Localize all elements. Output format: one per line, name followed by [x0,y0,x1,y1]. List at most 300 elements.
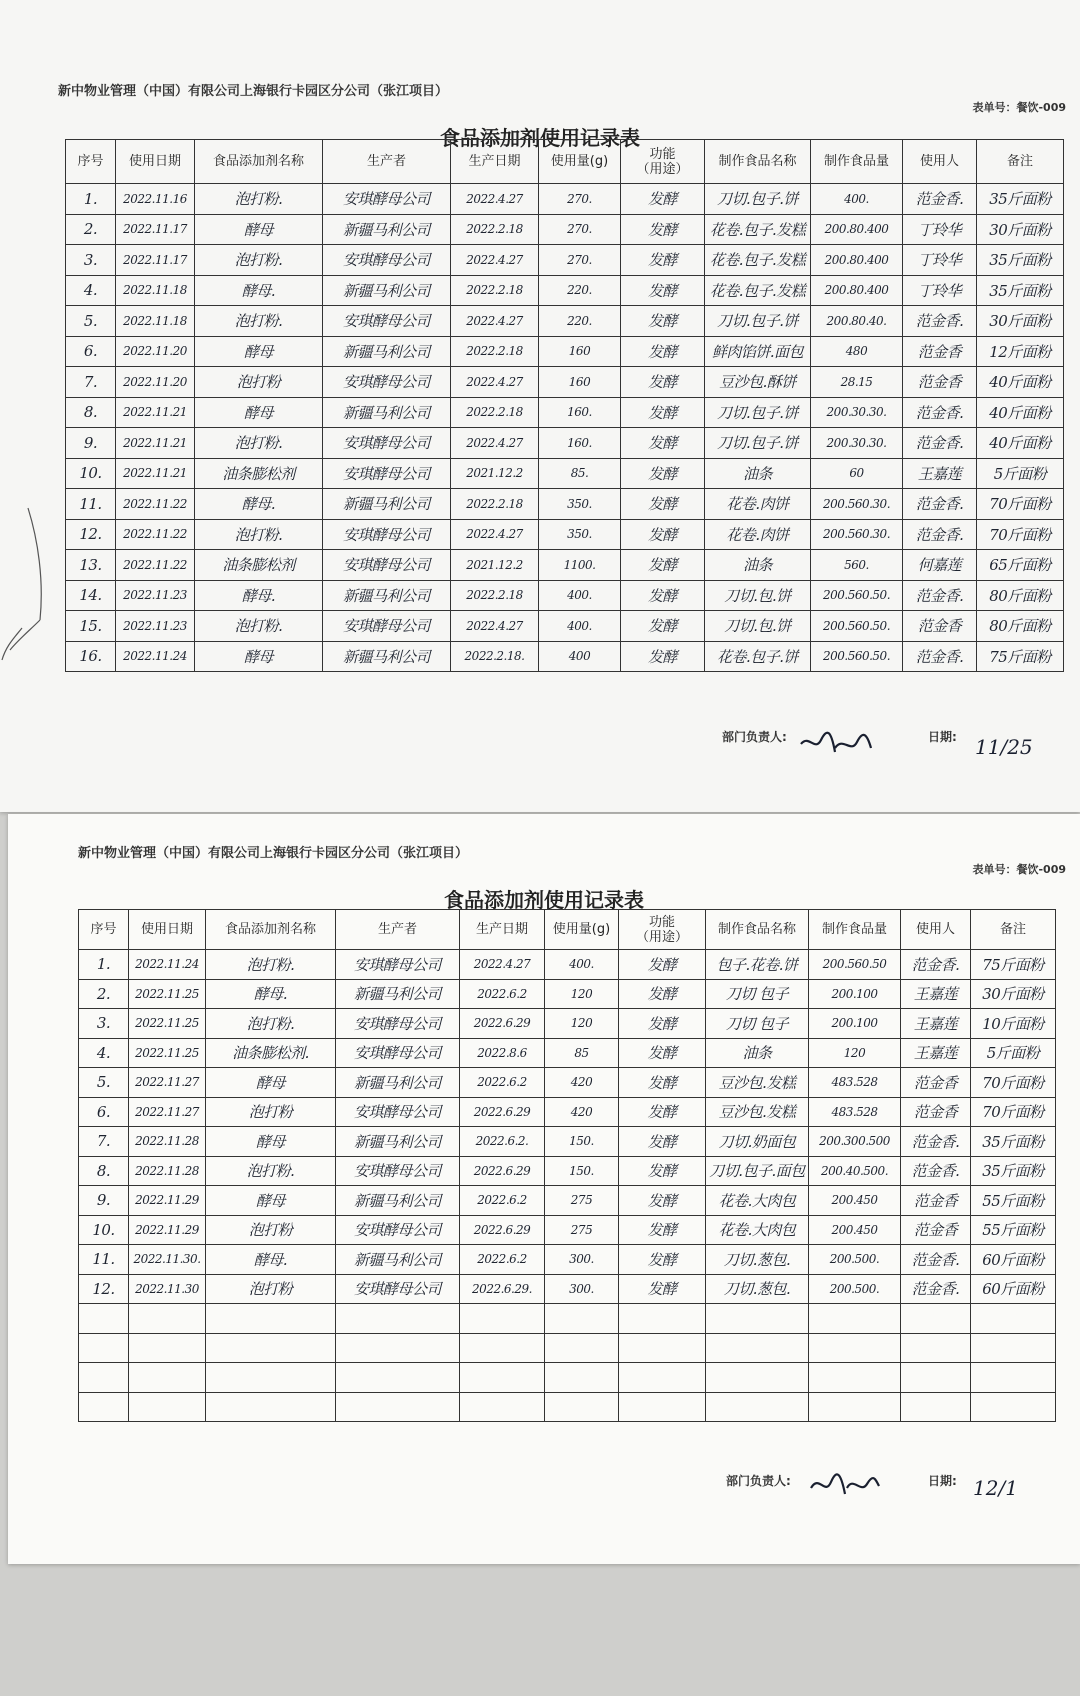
food-amount-cell: 200.30.30. [811,397,903,428]
usage-amount-cell: 300. [545,1274,619,1304]
food-amount-cell: 200.80.400 [811,245,903,276]
function-cell: 发酵 [621,458,705,489]
row-number-cell: 3. [66,245,116,276]
production-date-cell: 2022.4.27 [460,950,545,980]
food-name-cell: 花卷.包子.饼 [705,641,811,672]
food-amount-cell: 483.528 [809,1068,901,1098]
producer-cell [336,1392,460,1422]
function-cell: 发酵 [619,1156,706,1186]
usage-amount-cell: 150. [545,1127,619,1157]
table-row [66,184,1064,215]
producer-cell: 安琪酵母公司 [323,519,451,550]
food-name-cell: 刀切.包子.饼 [705,428,811,459]
usage-amount-cell: 1100. [539,550,621,581]
production-date-cell: 2022.4.27 [451,306,539,337]
producer-cell: 安琪酵母公司 [336,1009,460,1039]
user-cell: 范金香. [903,489,977,520]
usage-date-cell: 2022.11.22 [116,519,195,550]
row-number-cell: 6. [66,336,116,367]
remark-cell [971,1333,1056,1363]
record-table [65,139,1064,672]
function-cell: 发酵 [619,1186,706,1216]
producer-cell: 新疆马利公司 [323,336,451,367]
row-number-cell: 6. [79,1097,129,1127]
production-date-cell: 2022.2.18 [451,489,539,520]
food-name-cell [706,1363,809,1393]
remark-cell: 60斤面粉 [971,1245,1056,1275]
column-header: 食品添加剂名称 [195,140,323,184]
remark-cell: 75斤面粉 [977,641,1064,672]
usage-date-cell: 2022.11.29 [129,1215,206,1245]
food-name-cell: 花卷.包子.发糕 [705,214,811,245]
remark-cell [971,1304,1056,1334]
table-row [79,979,1056,1009]
producer-cell: 安琪酵母公司 [336,1156,460,1186]
row-number-cell: 3. [79,1009,129,1039]
production-date-cell: 2022.6.29. [460,1274,545,1304]
function-cell: 发酵 [621,611,705,642]
row-number-cell: 15. [66,611,116,642]
usage-amount-cell: 275 [545,1186,619,1216]
user-cell [901,1392,971,1422]
usage-date-cell: 2022.11.18 [116,275,195,306]
usage-date-cell: 2022.11.27 [129,1068,206,1098]
user-cell: 范金香. [903,519,977,550]
date-label: 日期: [928,730,957,744]
production-date-cell: 2022.6.2 [460,1068,545,1098]
manager-label: 部门负责人: [726,1474,791,1488]
food-name-cell: 花卷.肉饼 [705,519,811,550]
usage-amount-cell: 160 [539,367,621,398]
form-title: 食品添加剂使用记录表 [440,126,640,150]
function-cell: 发酵 [621,336,705,367]
producer-cell: 新疆马利公司 [336,1068,460,1098]
function-cell: 发酵 [619,950,706,980]
usage-amount-cell [545,1333,619,1363]
remark-cell: 35斤面粉 [971,1127,1056,1157]
function-cell [619,1363,706,1393]
user-cell: 范金香. [901,1156,971,1186]
column-header: 备注 [977,140,1064,184]
food-amount-cell: 200.560.50. [811,641,903,672]
row-number-cell: 9. [66,428,116,459]
function-cell: 发酵 [621,428,705,459]
additive-name-cell: 泡打粉 [206,1274,336,1304]
production-date-cell: 2022.6.2 [460,1186,545,1216]
additive-name-cell: 酵母 [206,1186,336,1216]
remark-cell: 30斤面粉 [977,214,1064,245]
usage-date-cell [129,1392,206,1422]
usage-amount-cell: 160 [539,336,621,367]
user-cell: 王嘉莲 [901,979,971,1009]
production-date-cell: 2022.6.29 [460,1215,545,1245]
table-row [66,367,1064,398]
production-date-cell: 2022.4.27 [451,428,539,459]
table-row [66,214,1064,245]
remark-cell: 70斤面粉 [971,1097,1056,1127]
additive-name-cell: 泡打粉. [195,519,323,550]
user-cell: 范金香 [903,367,977,398]
table-row [66,336,1064,367]
producer-cell: 新疆马利公司 [336,979,460,1009]
function-cell: 发酵 [619,1215,706,1245]
usage-amount-cell: 350. [539,519,621,550]
usage-amount-cell: 85 [545,1038,619,1068]
production-date-cell: 2022.4.27 [451,184,539,215]
production-date-cell: 2022.6.2. [460,1127,545,1157]
remark-cell: 40斤面粉 [977,428,1064,459]
column-header: 使用量(g) [539,140,621,184]
function-cell: 发酵 [619,1009,706,1039]
food-name-cell: 花卷.包子.发糕 [705,245,811,276]
food-name-cell: 刀切.奶面包 [706,1127,809,1157]
manager-signature [795,722,875,764]
additive-name-cell: 酵母. [195,489,323,520]
food-name-cell: 包子.花卷.饼 [706,950,809,980]
additive-name-cell: 泡打粉. [195,184,323,215]
remark-cell: 40斤面粉 [977,367,1064,398]
function-cell: 发酵 [621,275,705,306]
food-name-cell: 刀切.葱包. [706,1245,809,1275]
food-amount-cell: 200.500. [809,1245,901,1275]
remark-cell [971,1392,1056,1422]
food-amount-cell: 200.300.500 [809,1127,901,1157]
food-name-cell [706,1304,809,1334]
usage-date-cell [129,1363,206,1393]
usage-amount-cell: 270. [539,245,621,276]
row-number-cell: 11. [66,489,116,520]
producer-cell: 安琪酵母公司 [323,428,451,459]
usage-date-cell: 2022.11.20 [116,336,195,367]
column-header: 使用日期 [116,140,195,184]
row-number-cell [79,1392,129,1422]
record-table [78,909,1056,1422]
food-amount-cell: 200.560.50. [811,580,903,611]
producer-cell: 新疆马利公司 [336,1245,460,1275]
usage-amount-cell: 400. [545,950,619,980]
row-number-cell: 16. [66,641,116,672]
producer-cell: 安琪酵母公司 [336,950,460,980]
food-amount-cell: 200.560.30. [811,489,903,520]
food-name-cell: 刀切.包子.饼 [705,397,811,428]
user-cell: 范金香. [903,306,977,337]
additive-name-cell: 油条膨松剂 [195,550,323,581]
additive-name-cell: 泡打粉 [195,367,323,398]
function-cell: 发酵 [621,489,705,520]
production-date-cell: 2022.2.18 [451,397,539,428]
remark-cell: 30斤面粉 [977,306,1064,337]
column-header: 序号 [79,910,129,950]
producer-cell: 新疆马利公司 [323,489,451,520]
user-cell [901,1304,971,1334]
form-title: 食品添加剂使用记录表 [444,888,644,912]
record-sheet-1 [0,0,1080,812]
additive-name-cell: 油条膨松剂. [206,1038,336,1068]
food-amount-cell [809,1392,901,1422]
column-header: 生产日期 [451,140,539,184]
usage-amount-cell: 350. [539,489,621,520]
producer-cell: 安琪酵母公司 [336,1215,460,1245]
food-amount-cell: 200.500. [809,1274,901,1304]
usage-amount-cell: 420 [545,1097,619,1127]
user-cell: 范金香. [903,428,977,459]
usage-date-cell: 2022.11.17 [116,214,195,245]
user-cell: 范金香. [901,1127,971,1157]
column-header: 功能 （用途） [621,140,705,184]
function-cell: 发酵 [619,1127,706,1157]
table-row [66,397,1064,428]
remark-cell: 35斤面粉 [971,1156,1056,1186]
function-cell [619,1333,706,1363]
food-name-cell: 刀切.包.饼 [705,611,811,642]
user-cell: 范金香 [903,336,977,367]
additive-name-cell: 酵母 [195,336,323,367]
table-row [66,428,1064,459]
production-date-cell [460,1363,545,1393]
usage-date-cell: 2022.11.28 [129,1156,206,1186]
user-cell: 范金香 [901,1097,971,1127]
function-cell: 发酵 [621,641,705,672]
additive-name-cell: 酵母 [195,214,323,245]
row-number-cell: 1. [79,950,129,980]
usage-amount-cell: 400. [539,611,621,642]
production-date-cell: 2022.2.18 [451,336,539,367]
table-row [79,1392,1056,1422]
additive-name-cell: 酵母. [195,580,323,611]
function-cell: 发酵 [621,519,705,550]
table-row [79,1127,1056,1157]
usage-amount-cell: 150. [545,1156,619,1186]
food-amount-cell: 200.40.500. [809,1156,901,1186]
user-cell: 范金香 [903,611,977,642]
food-name-cell: 刀切.包子.饼 [705,306,811,337]
food-name-cell: 豆沙包.发糕 [706,1097,809,1127]
production-date-cell: 2022.4.27 [451,519,539,550]
column-header: 制作食品名称 [706,910,809,950]
user-cell: 范金香. [903,580,977,611]
producer-cell: 新疆马利公司 [336,1127,460,1157]
user-cell: 王嘉莲 [901,1038,971,1068]
producer-cell: 安琪酵母公司 [323,611,451,642]
production-date-cell: 2022.6.29 [460,1097,545,1127]
user-cell [901,1363,971,1393]
food-name-cell: 油条 [705,550,811,581]
food-amount-cell: 200.80.400 [811,275,903,306]
usage-date-cell: 2022.11.17 [116,245,195,276]
row-number-cell: 7. [66,367,116,398]
remark-cell: 55斤面粉 [971,1186,1056,1216]
remark-cell [971,1363,1056,1393]
usage-date-cell: 2022.11.22 [116,550,195,581]
food-name-cell: 油条 [706,1038,809,1068]
remark-cell: 80斤面粉 [977,611,1064,642]
function-cell: 发酵 [621,367,705,398]
usage-amount-cell: 160. [539,397,621,428]
production-date-cell: 2022.2.18. [451,641,539,672]
additive-name-cell [206,1333,336,1363]
user-cell: 范金香 [901,1215,971,1245]
usage-amount-cell [545,1363,619,1393]
food-amount-cell: 560. [811,550,903,581]
food-name-cell: 花卷.大肉包 [706,1186,809,1216]
additive-name-cell: 酵母. [195,275,323,306]
record-sheet-2 [8,814,1080,1564]
table-row [66,580,1064,611]
row-number-cell [79,1304,129,1334]
manager-signature [803,1464,883,1506]
food-name-cell: 花卷.大肉包 [706,1215,809,1245]
remark-cell: 65斤面粉 [977,550,1064,581]
table-row [66,489,1064,520]
remark-cell: 35斤面粉 [977,275,1064,306]
remark-cell: 70斤面粉 [971,1068,1056,1098]
production-date-cell: 2022.2.18 [451,214,539,245]
remark-cell: 70斤面粉 [977,489,1064,520]
remark-cell: 70斤面粉 [977,519,1064,550]
column-header: 制作食品名称 [705,140,811,184]
usage-amount-cell: 160. [539,428,621,459]
production-date-cell: 2022.6.2 [460,1245,545,1275]
row-number-cell: 14. [66,580,116,611]
additive-name-cell: 泡打粉. [195,245,323,276]
user-cell: 丁玲华 [903,275,977,306]
additive-name-cell: 酵母 [206,1127,336,1157]
additive-name-cell: 泡打粉 [206,1215,336,1245]
user-cell: 范金香. [903,397,977,428]
additive-name-cell: 泡打粉. [195,428,323,459]
additive-name-cell: 泡打粉. [206,1009,336,1039]
row-number-cell: 10. [79,1215,129,1245]
usage-amount-cell: 270. [539,184,621,215]
additive-name-cell: 泡打粉. [206,1156,336,1186]
row-number-cell: 12. [66,519,116,550]
function-cell [619,1304,706,1334]
table-row [79,1009,1056,1039]
producer-cell: 新疆马利公司 [323,641,451,672]
column-header: 使用量(g) [545,910,619,950]
manager-label: 部门负责人: [722,730,787,744]
additive-name-cell [206,1392,336,1422]
food-amount-cell: 28.15 [811,367,903,398]
row-number-cell: 8. [66,397,116,428]
usage-amount-cell: 120 [545,979,619,1009]
remark-cell: 55斤面粉 [971,1215,1056,1245]
remark-cell: 40斤面粉 [977,397,1064,428]
food-amount-cell: 200.30.30. [811,428,903,459]
function-cell: 发酵 [619,1245,706,1275]
usage-date-cell [129,1333,206,1363]
user-cell: 范金香. [903,641,977,672]
production-date-cell [460,1304,545,1334]
remark-cell: 10斤面粉 [971,1009,1056,1039]
usage-amount-cell: 120 [545,1009,619,1039]
food-name-cell [706,1392,809,1422]
row-number-cell: 8. [79,1156,129,1186]
food-amount-cell: 120 [809,1038,901,1068]
user-cell: 范金香. [901,1245,971,1275]
usage-date-cell: 2022.11.27 [129,1097,206,1127]
function-cell: 发酵 [621,580,705,611]
food-amount-cell [809,1363,901,1393]
user-cell [901,1333,971,1363]
usage-date-cell: 2022.11.30. [129,1245,206,1275]
function-cell: 发酵 [619,1038,706,1068]
column-header: 使用人 [901,910,971,950]
column-header: 制作食品量 [811,140,903,184]
user-cell: 范金香. [903,184,977,215]
food-amount-cell: 200.450 [809,1186,901,1216]
additive-name-cell: 油条膨松剂 [195,458,323,489]
producer-cell: 新疆马利公司 [323,214,451,245]
producer-cell [336,1333,460,1363]
production-date-cell: 2022.4.27 [451,245,539,276]
remark-cell: 12斤面粉 [977,336,1064,367]
signed-date: 12/1 [973,1476,1018,1500]
food-amount-cell: 200.450 [809,1215,901,1245]
producer-cell: 新疆马利公司 [323,397,451,428]
food-name-cell: 花卷.肉饼 [705,489,811,520]
table-row [79,1333,1056,1363]
usage-date-cell: 2022.11.21 [116,458,195,489]
row-number-cell [79,1363,129,1393]
table-row [79,1215,1056,1245]
function-cell: 发酵 [619,1068,706,1098]
table-row [66,306,1064,337]
producer-cell: 安琪酵母公司 [323,458,451,489]
usage-date-cell: 2022.11.25 [129,979,206,1009]
table-header-row [66,140,1064,184]
user-cell: 范金香. [901,1274,971,1304]
row-number-cell: 1. [66,184,116,215]
table-row [66,519,1064,550]
column-header: 功能 （用途） [619,910,706,950]
row-number-cell: 4. [66,275,116,306]
additive-name-cell: 泡打粉. [195,611,323,642]
usage-date-cell: 2022.11.18 [116,306,195,337]
production-date-cell: 2022.6.2 [460,979,545,1009]
food-amount-cell: 200.80.400 [811,214,903,245]
function-cell: 发酵 [619,1097,706,1127]
function-cell: 发酵 [619,1274,706,1304]
user-cell: 范金香 [901,1186,971,1216]
food-name-cell: 刀切.包子.面包 [706,1156,809,1186]
column-header: 序号 [66,140,116,184]
date-label: 日期: [928,1474,957,1488]
producer-cell: 安琪酵母公司 [323,550,451,581]
usage-date-cell: 2022.11.21 [116,397,195,428]
row-number-cell: 5. [79,1068,129,1098]
company-name: 新中物业管理（中国）有限公司上海银行卡园区分公司（张江项目） [78,846,469,861]
usage-amount-cell: 420 [545,1068,619,1098]
usage-date-cell: 2022.11.24 [129,950,206,980]
food-name-cell: 油条 [705,458,811,489]
usage-amount-cell: 400 [539,641,621,672]
function-cell: 发酵 [621,245,705,276]
row-number-cell: 4. [79,1038,129,1068]
additive-name-cell [206,1304,336,1334]
usage-amount-cell: 270. [539,214,621,245]
form-number: 表单号：餐饮-009 [972,863,1066,876]
row-number-cell: 12. [79,1274,129,1304]
column-header: 生产者 [336,910,460,950]
usage-date-cell: 2022.11.29 [129,1186,206,1216]
food-name-cell: 刀切 包子 [706,1009,809,1039]
function-cell: 发酵 [621,397,705,428]
usage-date-cell: 2022.11.22 [116,489,195,520]
producer-cell: 安琪酵母公司 [323,245,451,276]
additive-name-cell [206,1363,336,1393]
column-header: 生产者 [323,140,451,184]
